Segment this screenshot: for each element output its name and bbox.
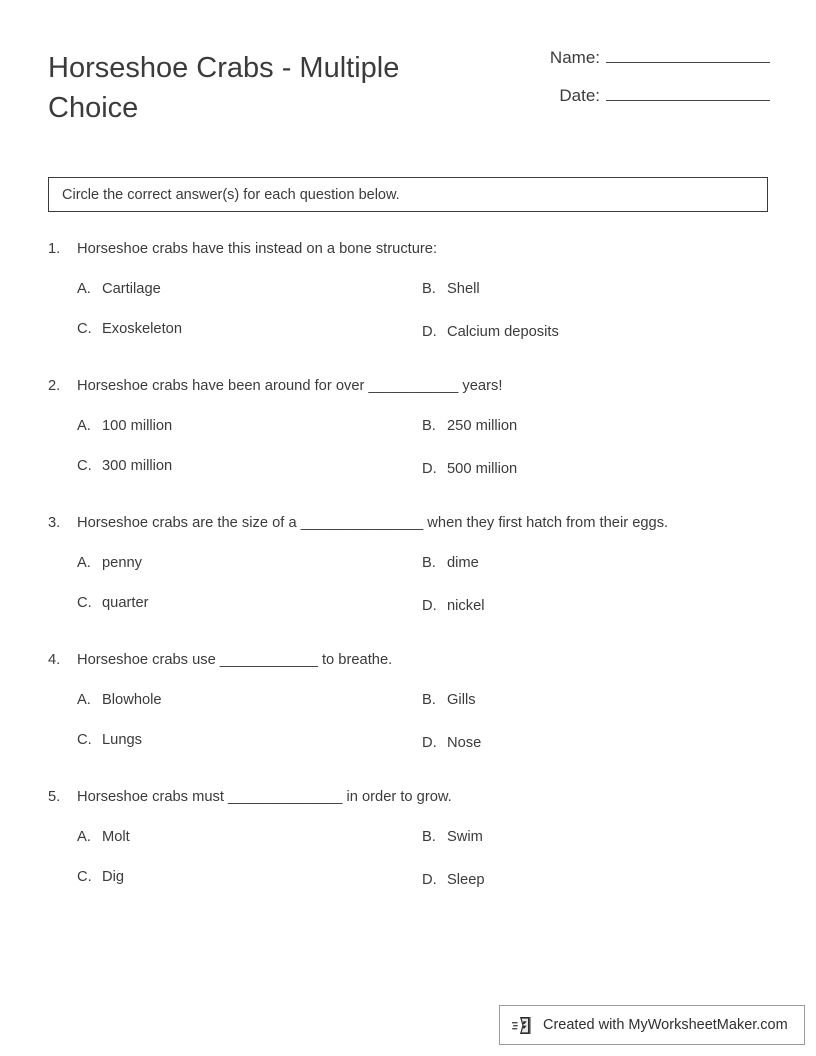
- option-text: quarter: [102, 595, 149, 611]
- question-heading: [0, 378, 816, 408]
- question-block: [0, 652, 816, 789]
- option-text: 100 million: [102, 418, 173, 434]
- question-prompt: Horseshoe crabs must ______________ in order to grow.: [77, 789, 452, 805]
- option-letter: C.: [77, 458, 92, 474]
- option-text: Dig: [102, 869, 125, 885]
- question-number: 1.: [48, 241, 61, 257]
- option-text: 300 million: [102, 458, 173, 474]
- question-heading: [0, 789, 816, 819]
- myworksheetmaker-logo-icon: [512, 1013, 536, 1037]
- date-label: Date:: [559, 86, 600, 105]
- option-c[interactable]: [77, 321, 182, 337]
- option-letter: C.: [77, 321, 92, 337]
- option-d[interactable]: [422, 872, 485, 888]
- option-letter: B.: [422, 692, 436, 708]
- option-text: Blowhole: [102, 692, 162, 708]
- option-text: dime: [447, 555, 479, 571]
- question-heading: [0, 241, 816, 271]
- option-a[interactable]: [77, 281, 161, 297]
- option-text: Exoskeleton: [102, 321, 183, 337]
- footer-attribution-badge[interactable]: [499, 1005, 805, 1045]
- option-d[interactable]: [422, 735, 481, 751]
- option-letter: C.: [77, 595, 92, 611]
- option-letter: C.: [77, 869, 92, 885]
- question-number: 3.: [48, 515, 61, 531]
- option-b[interactable]: [422, 555, 479, 571]
- option-b[interactable]: [422, 281, 480, 297]
- option-text: Nose: [447, 735, 482, 751]
- option-text: penny: [102, 555, 143, 571]
- option-text: Lungs: [102, 732, 143, 748]
- option-letter: B.: [422, 418, 436, 434]
- option-b[interactable]: [422, 418, 517, 434]
- option-letter: D.: [422, 872, 437, 888]
- question-number: 2.: [48, 378, 61, 394]
- question-prompt: Horseshoe crabs have been around for over ___________ years!: [77, 378, 503, 394]
- option-letter: D.: [422, 461, 437, 477]
- option-letter: D.: [422, 598, 437, 614]
- option-grid: [0, 408, 816, 508]
- question-block: [0, 241, 816, 378]
- option-text: Swim: [447, 829, 483, 845]
- option-letter: B.: [422, 829, 436, 845]
- instruction-text: Circle the correct answer(s) for each question below.: [62, 186, 400, 203]
- question-heading: [0, 515, 816, 545]
- name-date-block: [480, 48, 770, 124]
- option-letter: D.: [422, 735, 437, 751]
- option-a[interactable]: [77, 418, 172, 434]
- option-d[interactable]: [422, 324, 559, 340]
- date-field-row: [480, 86, 770, 124]
- option-c[interactable]: [77, 595, 149, 611]
- question-block: [0, 789, 816, 926]
- option-letter: B.: [422, 555, 436, 571]
- option-d[interactable]: [422, 461, 517, 477]
- option-grid: [0, 819, 816, 919]
- question-prompt: Horseshoe crabs use ____________ to breathe.: [77, 652, 393, 668]
- question-block: [0, 515, 816, 652]
- page-title: Horseshoe Crabs - Multiple Choice: [48, 52, 400, 124]
- instruction-box: [48, 177, 768, 212]
- option-grid: [0, 682, 816, 782]
- option-letter: A.: [77, 829, 91, 845]
- option-text: 500 million: [447, 461, 518, 477]
- question-prompt: Horseshoe crabs have this instead on a bone structure:: [77, 241, 438, 257]
- option-d[interactable]: [422, 598, 485, 614]
- worksheet-header: [0, 0, 816, 160]
- option-a[interactable]: [77, 829, 130, 845]
- name-label: Name:: [549, 48, 600, 67]
- question-heading: [0, 652, 816, 682]
- option-letter: A.: [77, 555, 91, 571]
- option-text: Molt: [102, 829, 130, 845]
- option-letter: B.: [422, 281, 436, 297]
- option-a[interactable]: [77, 692, 162, 708]
- option-text: Cartilage: [102, 281, 161, 297]
- option-text: 250 million: [447, 418, 518, 434]
- option-letter: D.: [422, 324, 437, 340]
- date-input-line[interactable]: [606, 86, 770, 101]
- option-c[interactable]: [77, 458, 172, 474]
- option-grid: [0, 271, 816, 371]
- option-text: nickel: [447, 598, 485, 614]
- question-number: 5.: [48, 789, 61, 805]
- option-letter: A.: [77, 281, 91, 297]
- option-c[interactable]: [77, 869, 124, 885]
- option-grid: [0, 545, 816, 645]
- option-b[interactable]: [422, 829, 483, 845]
- option-letter: A.: [77, 418, 91, 434]
- option-letter: C.: [77, 732, 92, 748]
- question-prompt: Horseshoe crabs are the size of a _______________ when they first hatch from their eggs.: [77, 515, 669, 531]
- question-list: [0, 241, 816, 926]
- option-text: Gills: [447, 692, 476, 708]
- footer-attribution-text: Created with MyWorksheetMaker.com: [543, 1017, 788, 1033]
- option-letter: A.: [77, 692, 91, 708]
- option-text: Sleep: [447, 872, 485, 888]
- question-block: [0, 378, 816, 515]
- option-b[interactable]: [422, 692, 476, 708]
- option-text: Shell: [447, 281, 480, 297]
- name-input-line[interactable]: [606, 48, 770, 63]
- option-text: Calcium deposits: [447, 324, 559, 340]
- option-a[interactable]: [77, 555, 142, 571]
- name-field-row: [480, 48, 770, 86]
- option-c[interactable]: [77, 732, 142, 748]
- question-number: 4.: [48, 652, 61, 668]
